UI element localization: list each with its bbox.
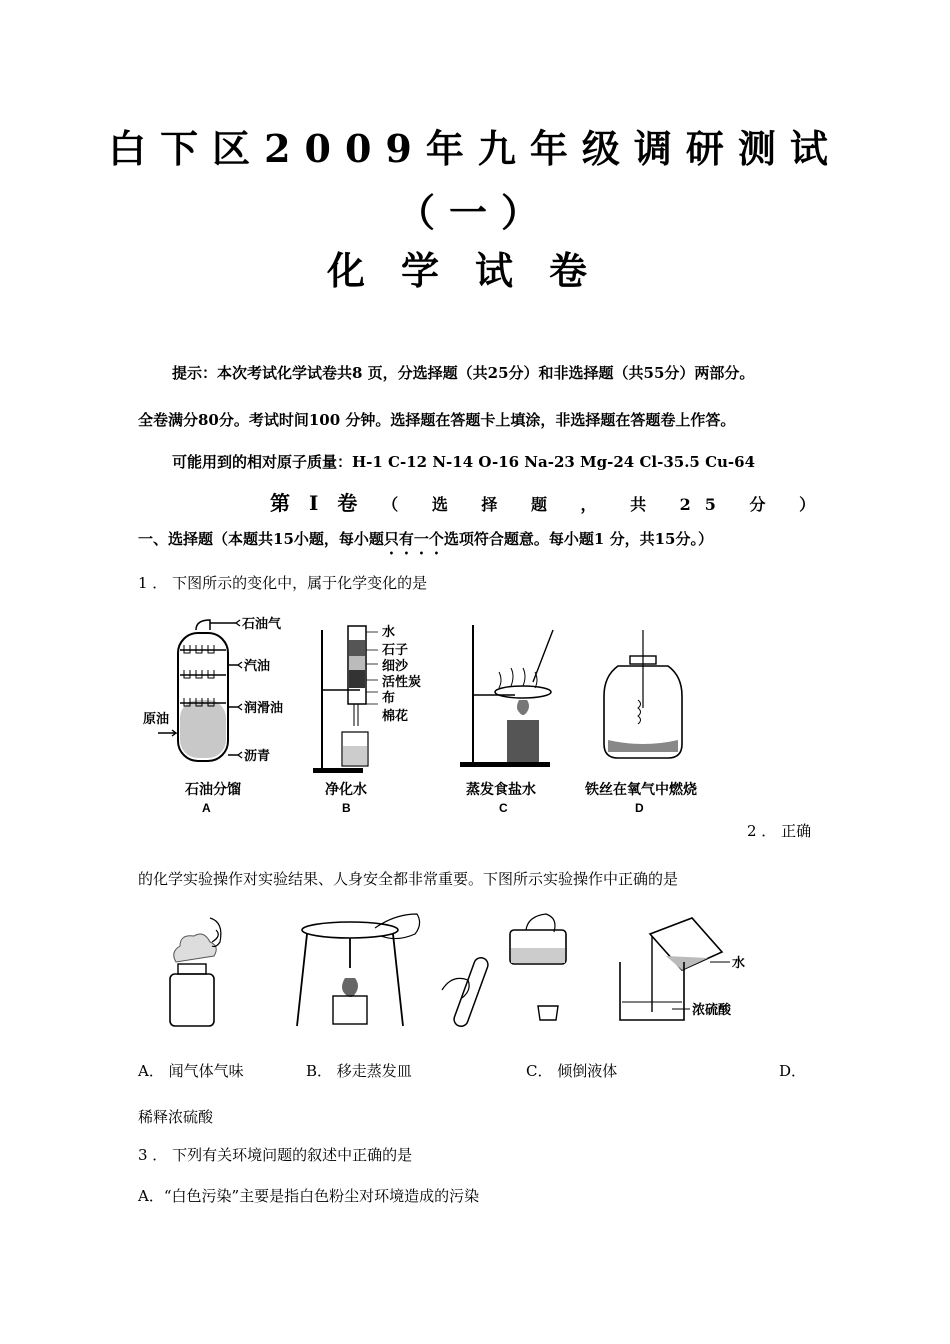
figure-b-water-purifier	[310, 620, 420, 790]
notes-line-1: 提示：本次考试化学试卷共8 页，分选择题（共25分）和非选择题（共55分）两部分。	[172, 364, 755, 382]
label-lubricant: 润滑油	[244, 701, 284, 716]
label-cloth: 布	[382, 691, 396, 706]
paper-name: 化学试卷	[326, 248, 623, 293]
q2-option-a: A． 闻气体气味	[138, 1062, 244, 1080]
q2-option-b: B． 移走蒸发皿	[306, 1062, 412, 1080]
figure-a-distillation	[138, 615, 308, 795]
q2-stem-start: 2 ． 正确	[747, 822, 812, 840]
q2-option-d: D．	[779, 1062, 807, 1080]
letter-c: C	[499, 801, 508, 815]
caption-d: 铁丝在氧气中燃烧	[585, 782, 697, 798]
q2-option-d-text: 稀释浓硫酸	[138, 1108, 214, 1126]
q2-option-c: C． 倾倒液体	[526, 1062, 618, 1080]
label-pebbles: 石子	[382, 643, 409, 658]
section-heading-main: 第 Ⅰ 卷	[270, 491, 364, 515]
atomic-masses: 可能用到的相对原子质量：H-1 C-12 N-14 O-16 Na-23 Mg-24 Cl-35.5 Cu-64	[172, 453, 756, 471]
emphasis-only-one: 只有一个	[383, 530, 444, 548]
figure-smell-gas	[160, 912, 240, 1032]
caption-b: 净化水	[325, 782, 367, 798]
figure-remove-dish	[295, 908, 425, 1033]
caption-c: 蒸发食盐水	[466, 782, 536, 798]
exam-subtitle: （一）	[396, 190, 553, 235]
label-activated-carbon: 活性炭	[382, 675, 422, 690]
label-water-2: 水	[732, 956, 746, 971]
section-heading-sub: （ 选 择 题 ， 共 25 分 ）	[382, 495, 830, 514]
exam-title: 白下区2009年九年级调研测试	[108, 126, 842, 171]
figure-dilute-acid	[612, 912, 762, 1032]
q2-stem: 的化学实验操作对实验结果、人身安全都非常重要。下图所示实验操作中正确的是	[138, 870, 679, 888]
section-heading	[270, 487, 829, 516]
figure-c-evaporation	[455, 620, 555, 770]
letter-a: A	[202, 801, 211, 815]
label-asphalt: 沥青	[244, 749, 271, 764]
label-conc-sulfuric-acid: 浓硫酸	[692, 1003, 732, 1018]
notes-line-2: 全卷满分80分。考试时间100 分钟。选择题在答题卡上填涂，非选择题在答题卷上作答。	[138, 411, 736, 429]
q1-stem: 1 ． 下图所示的变化中，属于化学变化的是	[138, 574, 428, 592]
letter-b: B	[342, 801, 351, 815]
figure-pour-liquid	[440, 908, 580, 1033]
section-instruction: 一、选择题（本题共15小题，每小题只有一个选项符合题意。每小题1 分，共15分。）	[138, 530, 713, 548]
label-crude-oil: 原油	[143, 712, 170, 727]
label-fine-sand: 细沙	[382, 659, 409, 674]
q3-stem: 3 ． 下列有关环境问题的叙述中正确的是	[138, 1146, 413, 1164]
letter-d: D	[635, 801, 644, 815]
q3-option-a: A．“白色污染”主要是指白色粉尘对环境造成的污染	[138, 1187, 480, 1205]
label-lpg: 石油气	[242, 617, 282, 632]
label-cotton: 棉花	[382, 709, 409, 724]
label-water: 水	[382, 625, 396, 640]
label-gasoline: 汽油	[244, 659, 271, 674]
figure-d-iron-combustion	[598, 628, 688, 763]
caption-a: 石油分馏	[185, 782, 241, 798]
